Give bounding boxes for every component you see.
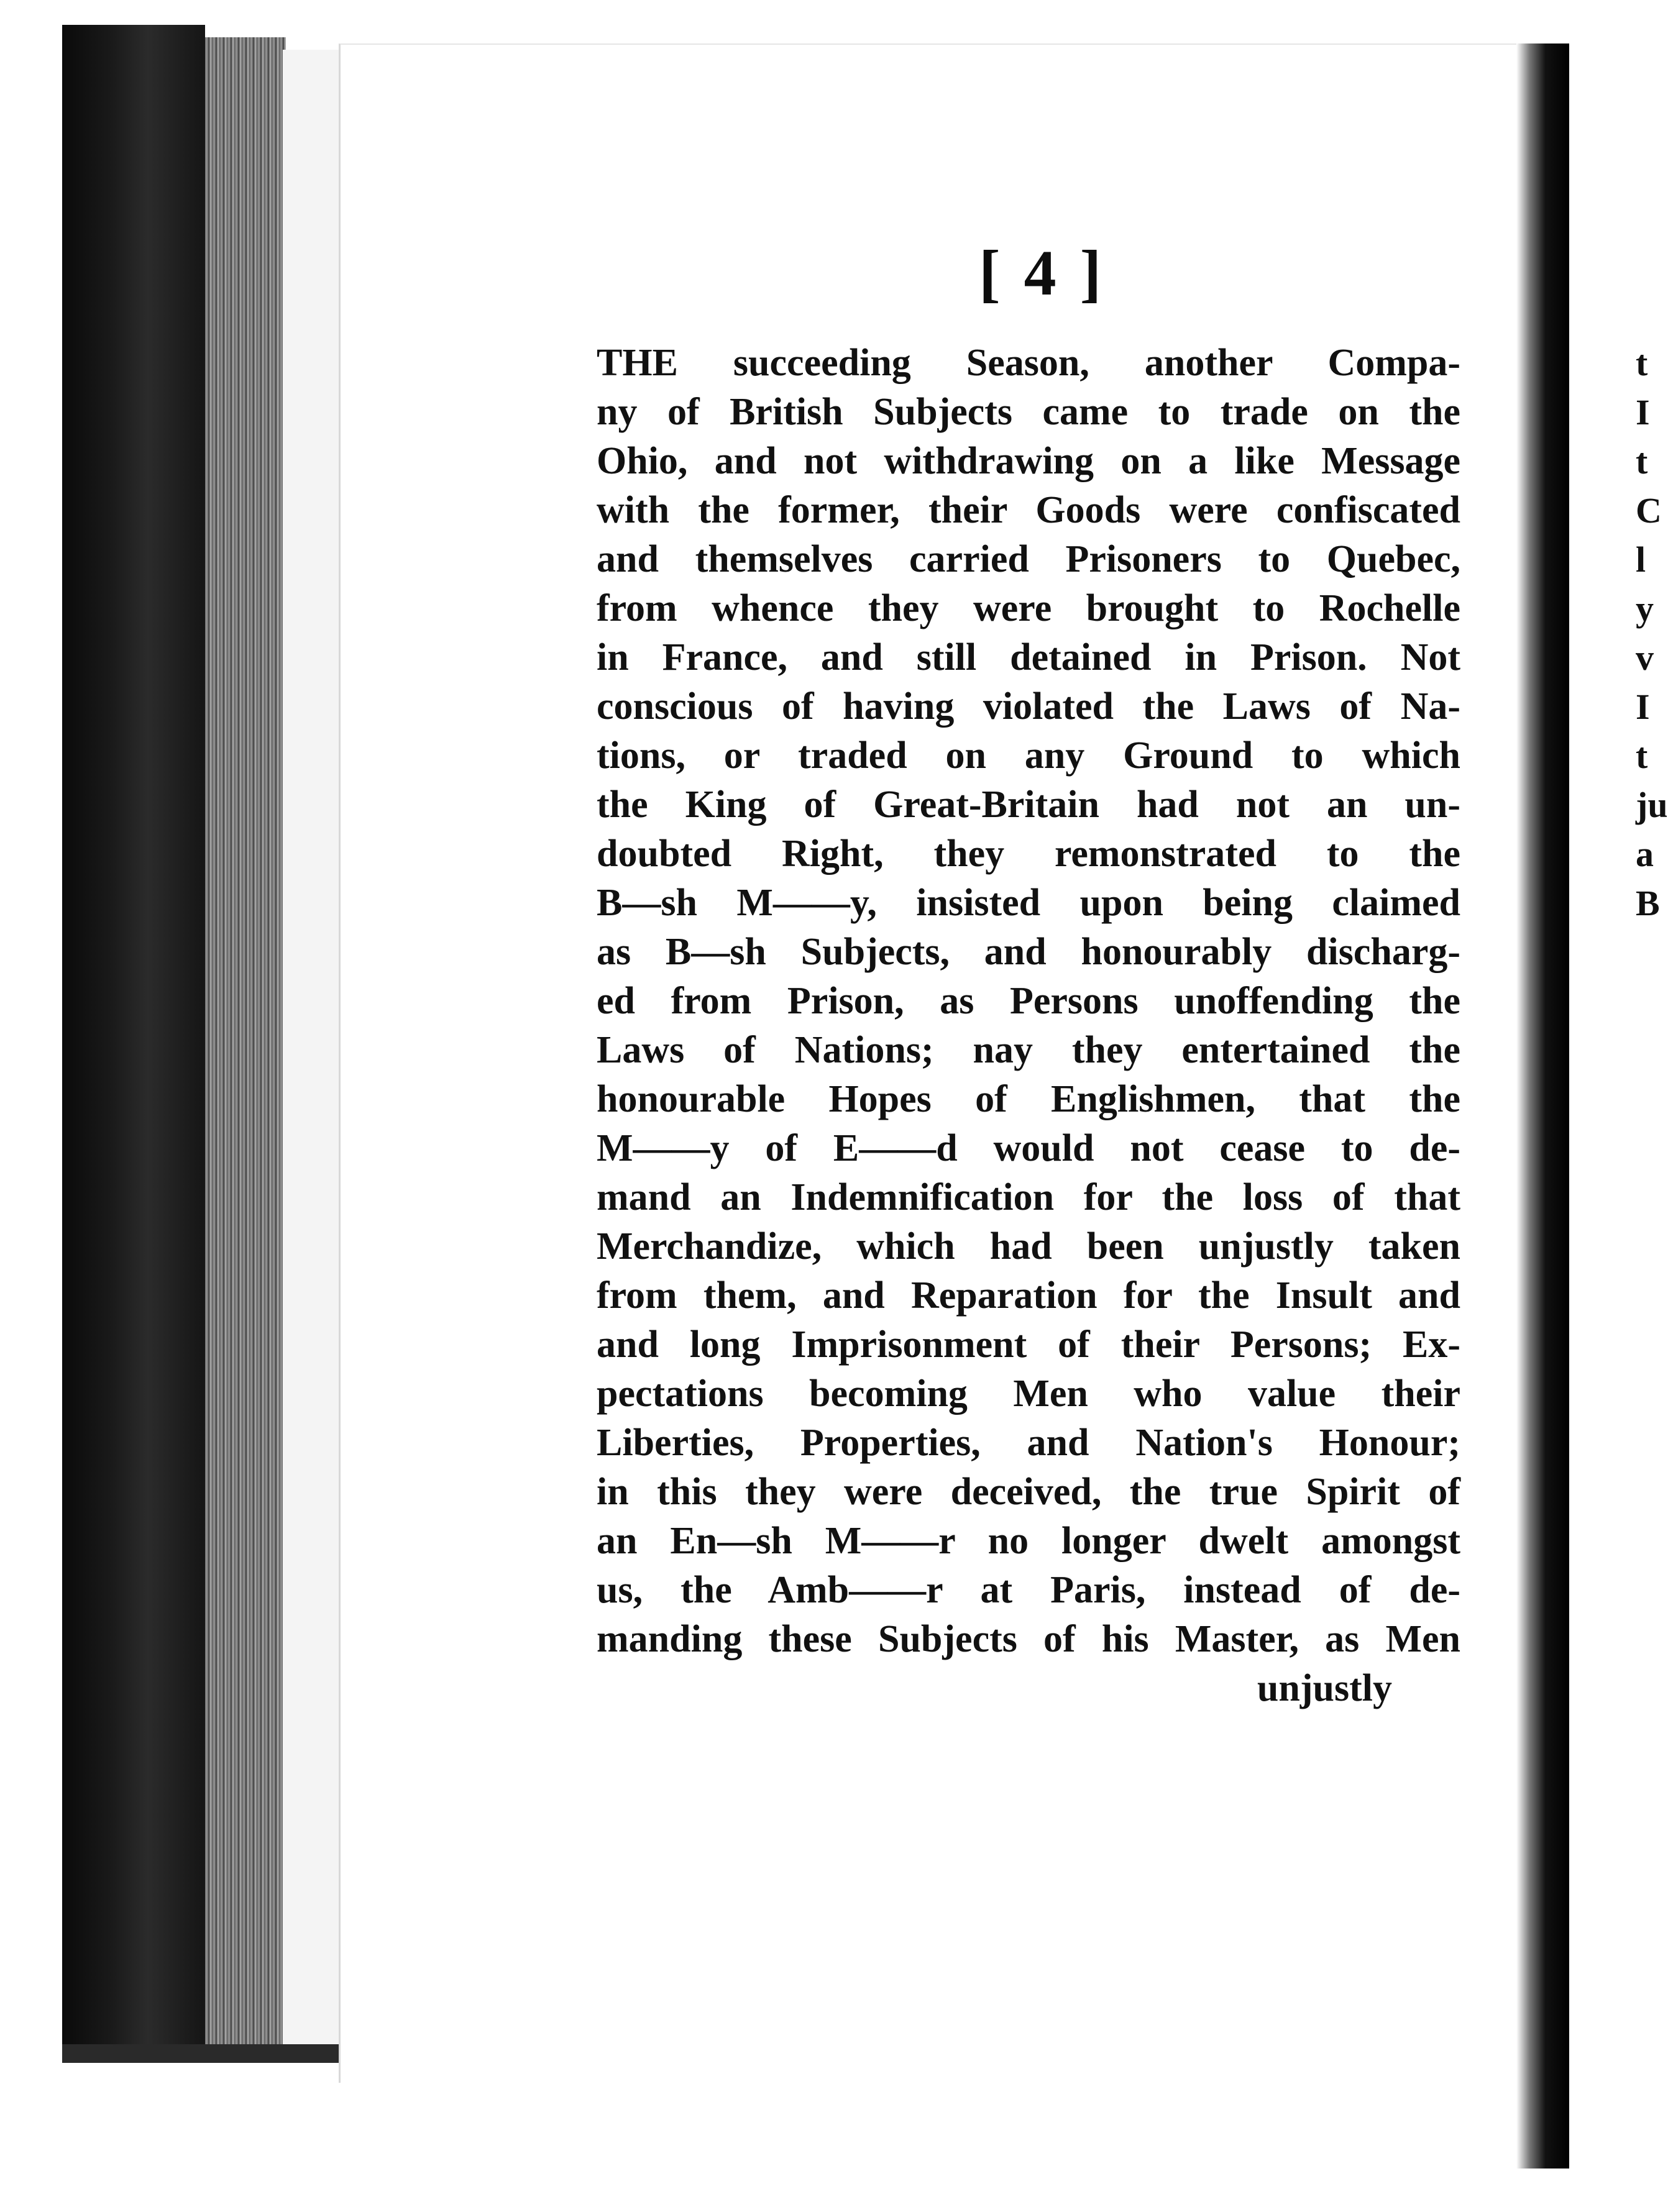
text-line: tions, or traded on any Ground to which: [597, 734, 1460, 777]
text-line: honourable Hopes of Englishmen, that the: [597, 1078, 1460, 1120]
binding-shadow: [62, 2044, 348, 2063]
edge-letter: l: [1636, 539, 1646, 580]
page-edges: [205, 37, 286, 2057]
text-line: with the former, their Goods were confiscated: [597, 489, 1460, 531]
edge-letter: I: [1636, 392, 1650, 432]
text-line: Merchandize, which had been unjustly taken: [597, 1225, 1460, 1268]
edge-letter: y: [1636, 588, 1654, 629]
edge-letter: v: [1636, 638, 1654, 678]
center-fold: [1516, 43, 1569, 2169]
text-line: doubted Right, they remonstrated to the: [597, 833, 1460, 875]
text-line: from them, and Reparation for the Insult and: [597, 1274, 1460, 1317]
text-line: the King of Great-Britain had not an un-: [597, 784, 1460, 826]
text-line: B—sh M——y, insisted upon being claimed: [597, 882, 1460, 924]
text-line: us, the Amb——r at Paris, instead of de-: [597, 1569, 1460, 1611]
text-line: pectations becoming Men who value their: [597, 1373, 1460, 1415]
edge-letter: I: [1636, 687, 1650, 727]
text-line: in this they were deceived, the true Spirit of: [597, 1471, 1460, 1513]
edge-letter: t: [1636, 441, 1648, 482]
text-line: manding these Subjects of his Master, as Men: [597, 1618, 1460, 1660]
text-line: ny of British Subjects came to trade on the: [597, 391, 1460, 433]
edge-letter: t: [1636, 736, 1648, 776]
facing-page-text-fragments: [1636, 339, 1668, 928]
text-line: THE succeeding Season, another Compa-: [597, 342, 1460, 384]
catchword: unjustly: [1257, 1667, 1392, 1709]
text-line: and themselves carried Prisoners to Quebec,: [597, 538, 1460, 580]
text-line: as B—sh Subjects, and honourably discharg-: [597, 931, 1460, 973]
edge-letter: a: [1636, 834, 1654, 874]
body-text: [597, 339, 1460, 1713]
text-line: Laws of Nations; nay they entertained the: [597, 1029, 1460, 1071]
text-line: Liberties, Properties, and Nation's Honour;: [597, 1422, 1460, 1464]
edge-letter: t: [1636, 343, 1648, 383]
book-spine: [62, 25, 205, 2050]
text-line: from whence they were brought to Rochelle: [597, 587, 1460, 629]
text-line: ed from Prison, as Persons unoffending the: [597, 980, 1460, 1022]
text-line: conscious of having violated the Laws of Na-: [597, 685, 1460, 728]
edge-letter: C: [1636, 490, 1662, 531]
previous-leaf: [283, 50, 347, 2044]
edge-letter: B: [1636, 883, 1660, 923]
page-number: [ 4 ]: [979, 237, 1106, 309]
text-line: in France, and still detained in Prison. Not: [597, 636, 1460, 679]
text-line: mand an Indemnification for the loss of that: [597, 1176, 1460, 1218]
text-line: an En—sh M——r no longer dwelt amongst: [597, 1520, 1460, 1562]
text-line: M——y of E——d would not cease to de-: [597, 1127, 1460, 1169]
edge-letter: ju: [1636, 785, 1668, 825]
text-line: and long Imprisonment of their Persons; Ex-: [597, 1323, 1460, 1366]
text-line: Ohio, and not withdrawing on a like Message: [597, 440, 1460, 482]
